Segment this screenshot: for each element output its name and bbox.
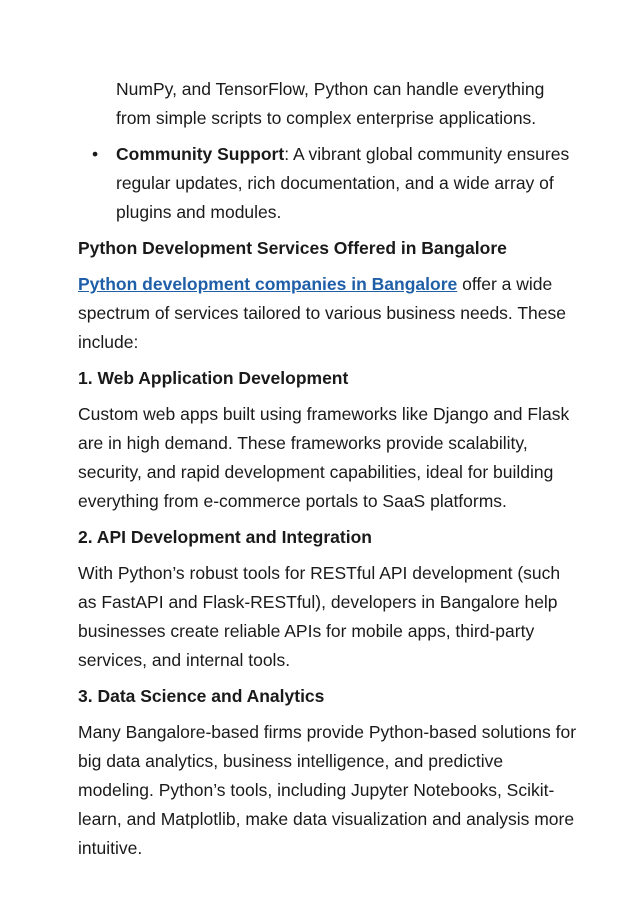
section-heading-data-science: 3. Data Science and Analytics xyxy=(78,686,325,706)
services-intro xyxy=(78,270,578,357)
bullet-community-support xyxy=(92,140,578,227)
list-continuation-text: NumPy, and TensorFlow, Python can handle everything from simple scripts to complex enterprise applications. xyxy=(116,79,545,128)
services-heading: Python Development Services Offered in Bangalore xyxy=(78,238,507,258)
section-heading-api: 2. API Development and Integration xyxy=(78,527,372,547)
bullet-bold-label: Community Support xyxy=(116,144,285,164)
section-body-web-app: Custom web apps built using frameworks like Django and Flask are in high demand. These frameworks provide scalability, security, and rapid development capabilities, ideal for building everything from e-commerce portals to SaaS platforms. xyxy=(78,404,570,511)
section-heading-web-app: 1. Web Application Development xyxy=(78,368,349,388)
services-intro-text: offer a wide spectrum of services tailored to various business needs. These include: xyxy=(78,274,566,352)
section-body-api: With Python’s robust tools for RESTful API development (such as FastAPI and Flask-RESTful), developers in Bangalore help businesses create reliable APIs for mobile apps, third-party services, and internal tools. xyxy=(78,563,561,670)
bangalore-companies-link[interactable]: Python development companies in Bangalore xyxy=(78,274,458,294)
bullet-text: : A vibrant global community ensures regular updates, rich documentation, and a wide array of plugins and modules. xyxy=(116,144,570,222)
document-content xyxy=(78,75,578,863)
section-body-data-science: Many Bangalore-based firms provide Python-based solutions for big data analytics, business intelligence, and predictive modeling. Python’s tools, including Jupyter Notebooks, Scikit-learn, and Matplotlib, make data visualization and analysis more intuitive. xyxy=(78,722,577,858)
bullet-marker: • xyxy=(92,144,99,164)
